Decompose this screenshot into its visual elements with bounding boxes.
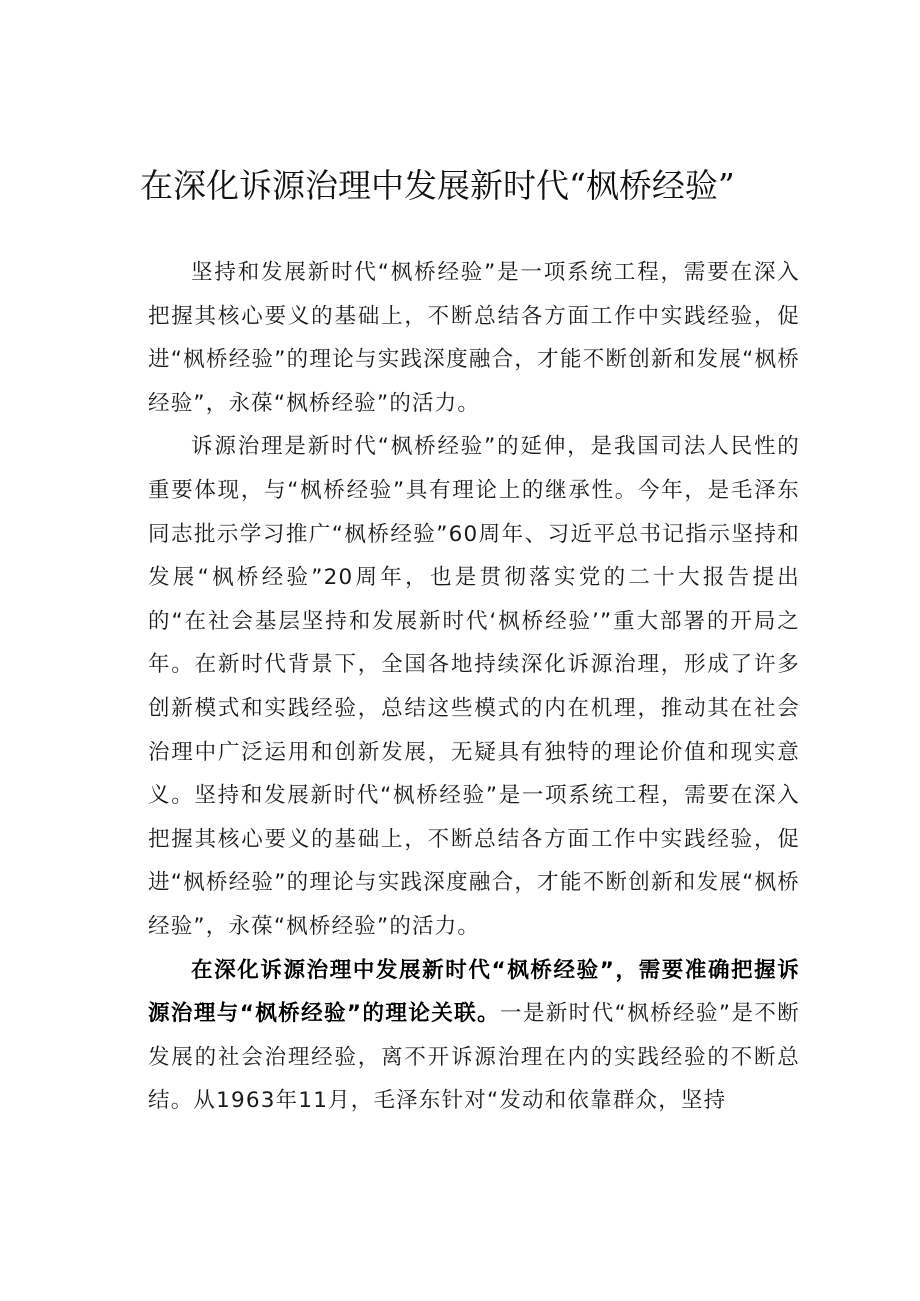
paragraph-2: 诉源治理是新时代“枫桥经验”的延伸，是我国司法人民性的重要体现，与“枫桥经验”具有理论上的继承性。今年，是毛泽东同志批示学习推广“枫桥经验”60周年、习近平总书记指示坚持和发展“枫桥经验”20周年，也是贯彻落实党的二十大报告提出的“在社会基层坚持和发展新时代‘枫桥经验’”重大部署的开局之年。在新时代背景下，全国各地持续深化诉源治理，形成了许多创新模式和实践经验，总结这些模式的内在机理，推动其在社会治理中广泛运用和创新发展，无疑具有独特的理论价值和现实意义。坚持和发展新时代“枫桥经验”是一项系统工程，需要在深入把握其核心要义的基础上，不断总结各方面工作中实践经验，促进“枫桥经验”的理论与实践深度融合，才能不断创新和发展“枫桥经验”，永葆“枫桥经验”的活力。: [148, 434, 800, 939]
paragraph-1: 坚持和发展新时代“枫桥经验”是一项系统工程，需要在深入把握其核心要义的基础上，不断总结各方面工作中实践经验，促进“枫桥经验”的理论与实践深度融合，才能不断创新和发展“枫桥经验”，永葆“枫桥经验”的活力。: [148, 260, 800, 416]
document-title: 在深化诉源治理中发展新时代“枫桥经验”: [140, 166, 735, 205]
paragraph-3-text: 一是新时代“枫桥经验”是不断发展的社会治理经验，离不开诉源治理在内的实践经验的不断总结。从1963年11月，毛泽东针对“发动和依靠群众，坚持: [148, 1001, 801, 1114]
paragraph-3-bold-lead: 在深化诉源治理中发展新时代“枫桥经验”，需要准确把握诉源治理与“枫桥经验”的理论关联。: [148, 957, 800, 1027]
document-body: [148, 251, 800, 1123]
paragraph-3: [148, 949, 800, 1123]
